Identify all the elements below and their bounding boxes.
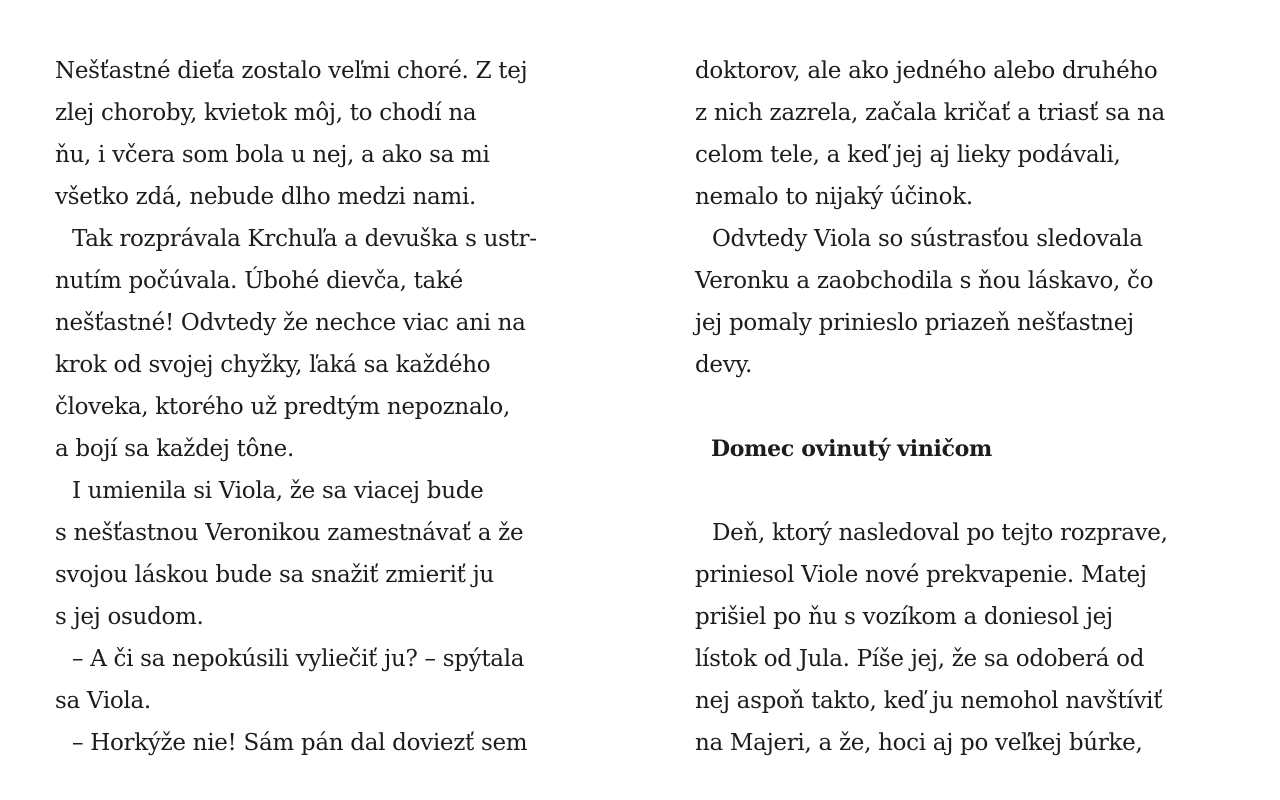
section-spacer [695, 386, 1255, 428]
left-page [55, 50, 615, 764]
text-line: na Majeri, a že, hoci aj po veľkej búrke, [695, 730, 1143, 756]
text-line: ňu, i včera som bola u nej, a ako sa mi [55, 142, 490, 168]
dialogue-line: – Horkýže nie! Sám pán dal doviezť sem [72, 730, 528, 756]
text-line: svojou láskou bude sa snažiť zmieriť ju [55, 562, 494, 588]
text-line: Nešťastné dieťa zostalo veľmi choré. Z tej [55, 58, 528, 84]
section-spacer [695, 470, 1255, 512]
dialogue-line: – A či sa nepokúsili vyliečiť ju? – spýtala [72, 646, 525, 672]
text-line: celom tele, a keď jej aj lieky podávali, [695, 142, 1121, 168]
text-line: devy. [695, 352, 753, 378]
text-line: nutím počúvala. Úbohé dievča, také [55, 268, 463, 294]
paragraph-start-line: I umienila si Viola, že sa viacej bude [72, 478, 484, 504]
paragraph-start-line: Odvtedy Viola so sústrasťou sledovala [712, 226, 1143, 252]
paragraph-start-line: Tak rozprávala Krchuľa a devuška s ustr- [72, 226, 537, 252]
text-line: jej pomaly prinieslo priazeň nešťastnej [695, 310, 1134, 336]
paragraph-start-line: Deň, ktorý nasledoval po tejto rozprave, [712, 520, 1168, 546]
text-line: nemalo to nijaký účinok. [695, 184, 973, 210]
text-line: s jej osudom. [55, 604, 204, 630]
text-line: Veronku a zaobchodila s ňou láskavo, čo [695, 268, 1154, 294]
text-line: sa Viola. [55, 688, 151, 714]
chapter-heading: Domec ovinutý viničom [711, 436, 993, 462]
text-line: zlej choroby, kvietok môj, to chodí na [55, 100, 477, 126]
text-line: prišiel po ňu s vozíkom a doniesol jej [695, 604, 1113, 630]
text-line: nešťastné! Odvtedy že nechce viac ani na [55, 310, 526, 336]
text-line: priniesol Viole nové prekvapenie. Matej [695, 562, 1147, 588]
text-line: doktorov, ale ako jedného alebo druhého [695, 58, 1158, 84]
text-line: s nešťastnou Veronikou zamestnávať a že [55, 520, 524, 546]
right-page [695, 50, 1255, 764]
text-line: človeka, ktorého už predtým nepoznalo, [55, 394, 510, 420]
text-line: z nich zazrela, začala kričať a triasť sa na [695, 100, 1165, 126]
text-line: krok od svojej chyžky, ľaká sa každého [55, 352, 491, 378]
text-line: a bojí sa každej tône. [55, 436, 294, 462]
text-line: všetko zdá, nebude dlho medzi nami. [55, 184, 477, 210]
text-line: nej aspoň takto, keď ju nemohol navštíviť [695, 688, 1163, 714]
text-line: lístok od Jula. Píše jej, že sa odoberá od [695, 646, 1145, 672]
